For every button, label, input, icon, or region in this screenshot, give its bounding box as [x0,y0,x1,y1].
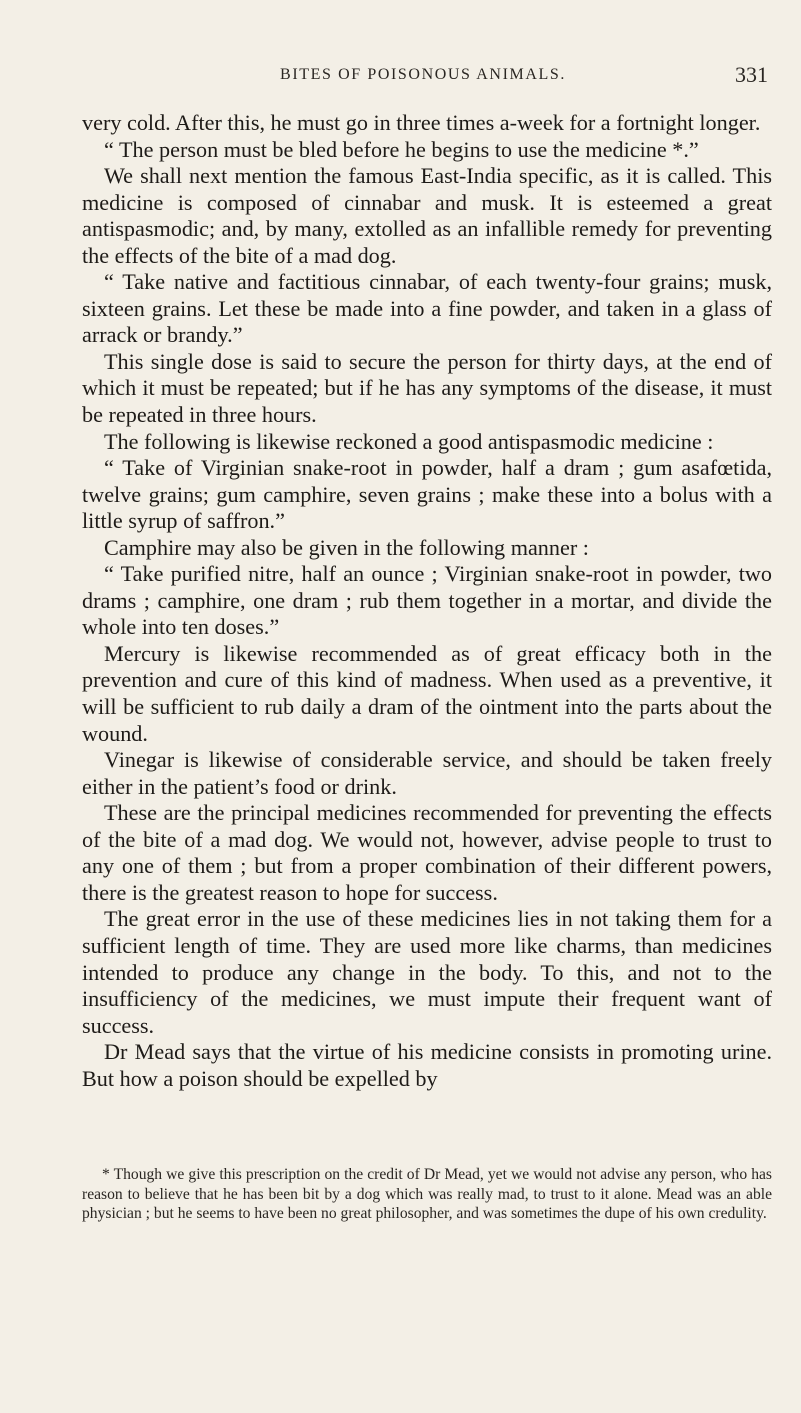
paragraph: Camphire may also be given in the following manner : [104,534,589,560]
paragraph: “ Take purified nitre, half an ounce ; Virginian snake-root in powder, two drams ; camphire, one dram ; rub them together in a mortar, and divide the whole into ten doses.” [82,561,772,640]
page-header [78,62,768,92]
paragraph: The following is likewise reckoned a good antispasmodic medicine : [104,428,714,454]
paragraph: Dr Mead says that the virtue of his medicine consists in promoting urine. But how a poison should be expelled by [82,1039,772,1091]
paragraph: “ Take native and factitious cinnabar, of each twenty-four grains; musk, sixteen grains. Let these be made into a fine powder, and taken in a glass of arrack or brandy.” [82,269,772,348]
paragraph: This single dose is said to secure the person for thirty days, at the end of which it must be repeated; but if he has any symptoms of the disease, it must be repeated in three hours. [82,348,772,428]
paragraph: The great error in the use of these medicines lies in not taking them for a sufficient length of time. They are used more like charms, than medicines intended to produce any change in the body. To this, and not to the insufficiency of the medicines, we must impute their frequent want of success. [82,906,772,1038]
paragraph: very cold. After this, he must go in three times a-week for a fortnight longer. [82,110,761,135]
paragraph: “ The person must be bled before he begins to use the medicine *.” [104,136,699,162]
paragraph: Vinegar is likewise of considerable service, and should be taken freely either in the patient’s food or drink. [82,747,772,799]
page-number: 331 [735,62,768,87]
footnote: * Though we give this prescription on the credit of Dr Mead, yet we would not advise any person, who has reason to believe that he has been bit by a dog which was really mad, to trust to it alone. Mead was an able physician ; but he seems to have been no great philosopher, and was sometimes the dupe of his own credulity. [82,1166,772,1223]
body-text [82,110,772,1092]
paragraph: We shall next mention the famous East-India specific, as it is called. This medicine is composed of cinnabar and musk. It is esteemed a great antispasmodic; and, by many, extolled as an infallible remedy for preventing the effects of the bite of a mad dog. [82,163,772,268]
paragraph: Mercury is likewise recommended as of great efficacy both in the prevention and cure of this kind of madness. When used as a preventive, it will be sufficient to rub daily a dram of the ointment into the parts about the wound. [82,640,772,746]
paragraph: These are the principal medicines recommended for preventing the effects of the bite of a mad dog. We would not, however, advise people to trust to any one of them ; but from a proper combination of their different powers, there is the greatest reason to hope for success. [82,800,772,905]
running-head: BITES OF POISONOUS ANIMALS. [280,66,566,83]
paragraph: “ Take of Virginian snake-root in powder, half a dram ; gum asafœtida, twelve grains; gum camphire, seven grains ; make these into a bolus with a little syrup of saffron.” [82,455,772,534]
